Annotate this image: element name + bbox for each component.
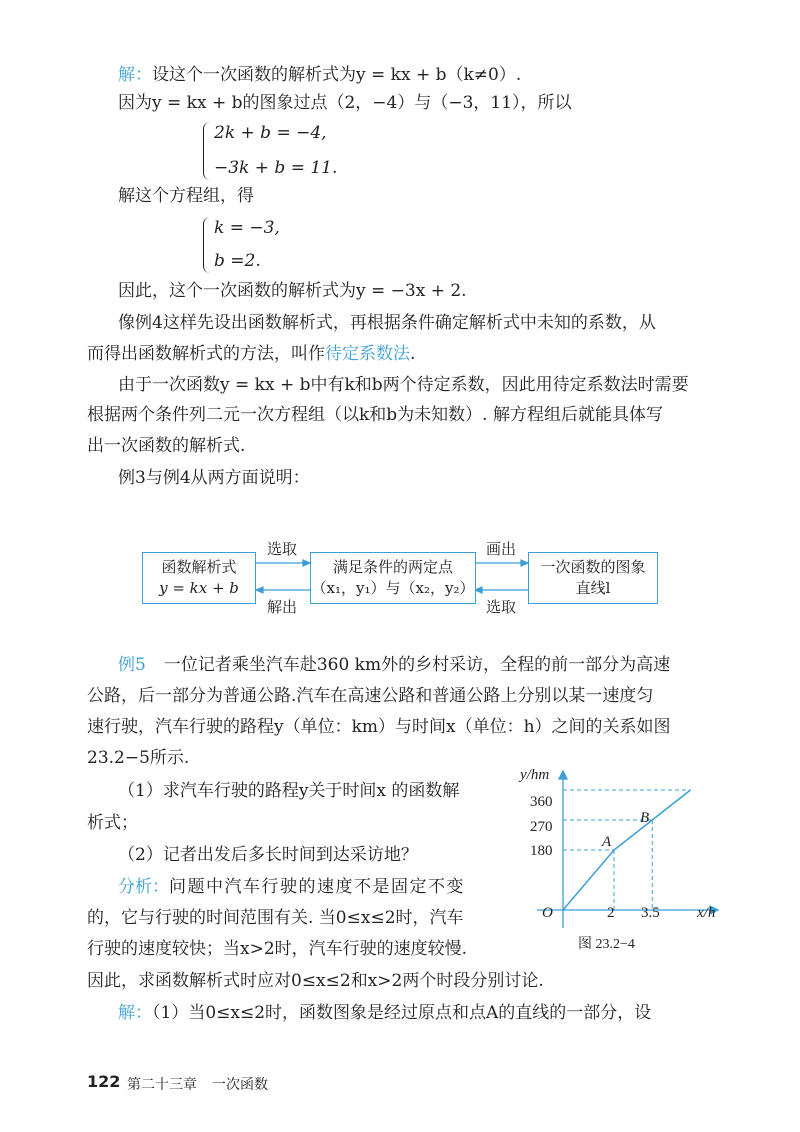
distance-line [563,790,691,910]
question-1: （1）求汽车行驶的路程y关于时间x 的函数解 [118,781,460,801]
question-1-cont: 析式； [87,813,138,833]
text: （x₁，y₁）与（x₂，y₂） [311,579,475,597]
equation: k = −3, [214,218,280,238]
example-line: 公路，后一部分为普通公路.汽车在高速公路和普通公路上分别以某一速度匀 [87,686,654,706]
y-tick-label: 180 [530,843,553,859]
solution-line-4: 因此，这个一次函数的解析式为y = −3x + 2. [118,281,467,301]
equation: 2k + b = −4, [214,123,327,143]
solution-label: 解： [118,65,152,85]
text: 一位记者乘坐汽车赴360 km外的乡村采访，全程的前一部分为高速 [163,655,671,675]
analysis-line: 因此，求函数解析式时应对0≤x≤2和x>2两个时段分别讨论. [87,971,544,991]
y-axis-arrow [559,771,567,779]
example-line: 速行驶，汽车行驶的路程y（单位：km）与时间x（单位：h）之间的关系如图 [87,717,671,737]
origin-label: O [542,905,553,921]
equation: b =2. [214,251,261,271]
point-a-label: A [602,834,612,850]
x-tick-label: 3.5 [641,905,660,921]
paragraph-line: 出一次函数的解析式. [87,436,246,456]
analysis-line: 行驶的速度较快；当x>2时，汽车行驶的速度较慢. [87,939,468,959]
chapter-title: 一次函数 [212,1077,268,1093]
text: 而得出函数解析式的方法，叫作 [87,344,325,364]
text: 一次函数的图象 [540,558,646,576]
text: 直线l [575,579,611,597]
question-2: （2）记者出发后多长时间到达采访地？ [118,845,418,865]
arrow-label: 选取 [267,540,298,558]
x-axis-label: x/h [697,905,716,921]
solution-label: 解： [118,1003,152,1023]
paragraph-line: 像例4这样先设出函数解析式，再根据条件确定解析式中未知的系数，从 [118,313,656,333]
y-axis-label: y/hm [520,767,550,783]
text: 问题中汽车行驶的速度不是固定不变 [169,877,465,897]
arrow-label: 选取 [486,598,517,616]
y-tick-label: 360 [530,794,553,810]
text: 函数解析式 [161,558,237,576]
x-tick-label: 2 [607,905,615,921]
text: . [410,344,416,364]
paragraph-line: 例3与例4从两方面说明： [118,468,310,488]
text: 满足条件的两定点 [332,558,453,576]
text: 设这个一次函数的解析式为y = kx + b（k≠0）. [152,65,522,85]
analysis-label: 分析： [118,877,169,897]
term-highlight: 待定系数法 [325,344,410,364]
y-tick-label: 270 [530,819,553,835]
page-number: 122 [87,1072,121,1091]
arrow-label: 解出 [267,598,298,616]
paragraph-line: 根据两个条件列二元一次方程组（以k和b为未知数）. 解方程组后就能具体写 [87,405,663,425]
text: y = kx + b [159,579,239,597]
example-line: 23.2−5所示. [87,748,190,768]
example-label: 例5 [118,655,146,675]
paragraph-line: 由于一次函数y = kx + b中有k和b两个待定系数，因此用待定系数法时需要 [118,375,689,395]
equation: −3k + b = 11. [214,158,338,178]
text: （1）当0≤x≤2时，函数图象是经过原点和点A的直线的一部分，设 [152,1003,652,1023]
solution-line-2: 因为y = kx + b的图象过点（2，−4）与（−3，11），所以 [118,93,572,113]
point-b-label: B [640,810,650,826]
figure-caption: 图 23.2−4 [578,937,635,952]
chapter-label: 第二十三章 [127,1077,197,1093]
arrow-label: 画出 [486,540,517,558]
solution-line-3: 解这个方程组，得 [118,186,254,206]
analysis-line: 的，它与行驶的时间范围有关. 当0≤x≤2时，汽车 [87,908,464,928]
